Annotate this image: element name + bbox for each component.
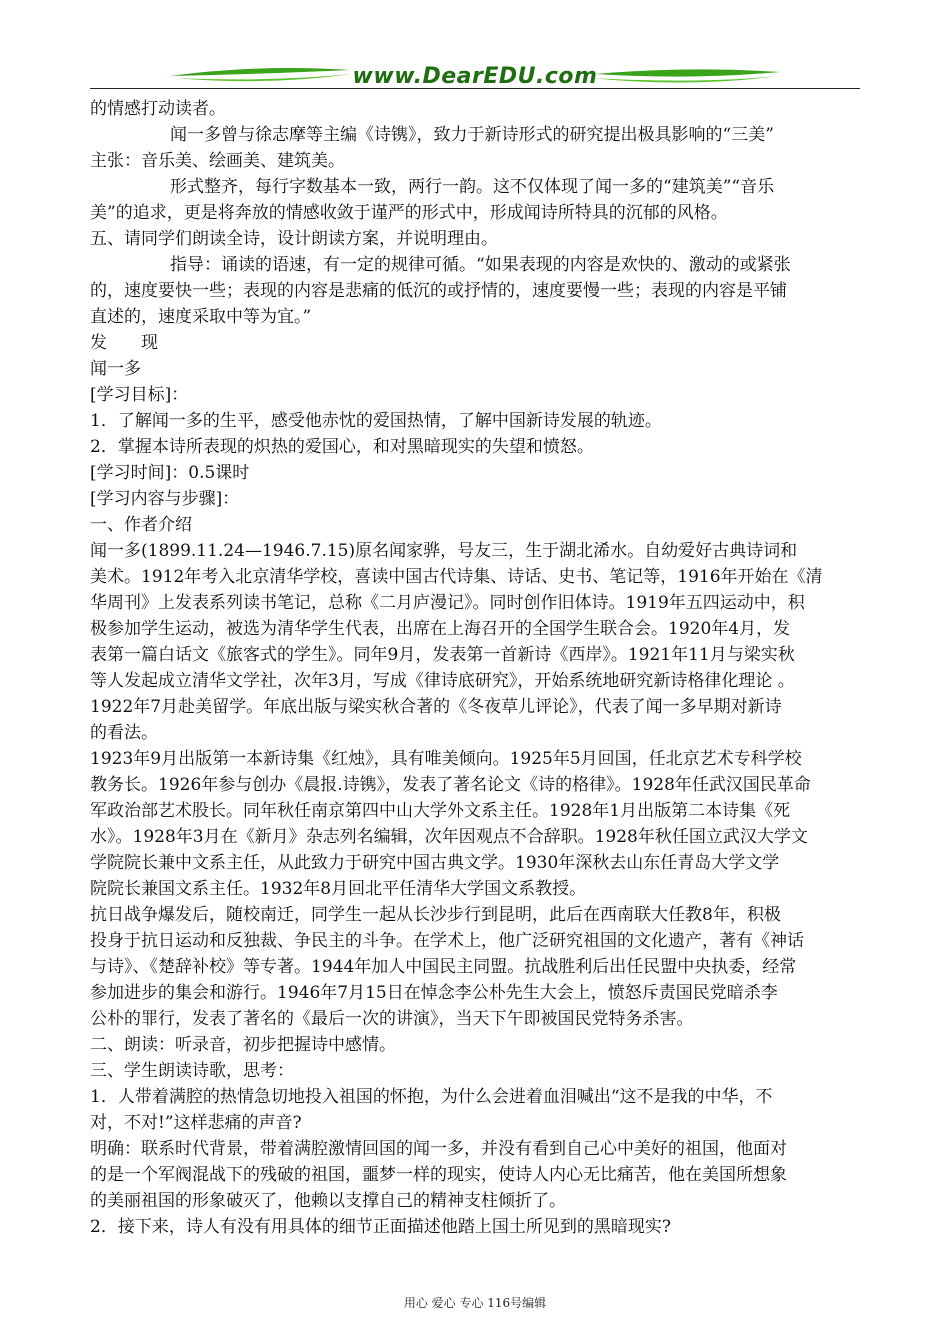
text-line: 主张：音乐美、绘画美、建筑美。	[90, 151, 345, 171]
text-line: 1922年7月赴美留学。年底出版与梁实秋合著的《冬夜草儿评论》，代表了闻一多早期对新诗	[90, 697, 782, 717]
text-line: [学习内容与步骤]：	[90, 489, 240, 509]
text-line: 2．掌握本诗所表现的炽热的爱国心，和对黑暗现实的失望和愤怒。	[90, 437, 594, 457]
text-line: 华周刊》上发表系列读书笔记，总称《二月庐漫记》。同时创作旧体诗。1919年五四运动中，积	[90, 593, 805, 613]
text-line: 的看法。	[90, 723, 158, 743]
text-line: 等人发起成立清华文学社，次年3月，写成《律诗底研究》，开始系统地研究新诗格律化理论 。	[90, 671, 795, 691]
text-line: 1923年9月出版第一本新诗集《红烛》，具有唯美倾向。1925年5月回国，任北京艺术专科学校	[90, 749, 802, 769]
text-line: 指导：诵读的语速，有一定的规律可循。“如果表现的内容是欢快的、激动的或紧张	[170, 255, 791, 275]
text-line: 对，不对!”这样悲痛的声音?	[90, 1113, 302, 1133]
text-line: 学院院长兼中文系主任，从此致力于研究中国古典文学。1930年深秋去山东任青岛大学文学	[90, 853, 780, 873]
text-line: 极参加学生运动，被选为清华学生代表，出席在上海召开的全国学生联合会。1920年4月，发	[90, 619, 791, 639]
text-line: 军政治部艺术股长。同年秋任南京第四中山大学外文系主任。1928年1月出版第二本诗集《死	[90, 801, 791, 821]
text-line: 的是一个军阀混战下的残破的祖国，噩梦一样的现实，使诗人内心无比痛苦，他在美国所想象	[90, 1165, 787, 1185]
text-line: 明确：联系时代背景，带着满腔激情回国的闻一多，并没有看到自己心中美好的祖国，他面对	[90, 1139, 787, 1159]
text-line: 美术。1912年考入北京清华学校，喜读中国古代诗集、诗话、史书、笔记等，1916年开始在《清	[90, 567, 823, 587]
text-line: 三、学生朗读诗歌，思考：	[90, 1061, 294, 1081]
text-line: 抗日战争爆发后，随校南迁，同学生一起从长沙步行到昆明，此后在西南联大任教8年，积极	[90, 905, 781, 925]
text-line: 二、朗读：听录音，初步把握诗中感情。	[90, 1035, 396, 1055]
text-line: 五、请同学们朗读全诗，设计朗读方案，并说明理由。	[90, 229, 498, 249]
site-brand: www.DearEDU.com	[352, 64, 598, 89]
text-line: 与诗》、《楚辞补校》等专著。1944年加人中国民主同盟。抗战胜利后出任民盟中央执委，经常	[90, 957, 797, 977]
text-line: 参加进步的集会和游行。1946年7月15日在悼念李公朴先生大会上，愤怒斥责国民党暗杀李	[90, 983, 778, 1003]
text-line: 公朴的罪行，发表了著名的《最后一次的讲演》，当天下午即被国民党特务杀害。	[90, 1009, 694, 1029]
text-line: 1．了解闻一多的生平，感受他赤忱的爱国热情，了解中国新诗发展的轨迹。	[90, 411, 662, 431]
text-line: 的美丽祖国的形象破灭了，他赖以支撑自己的精神支柱倾折了。	[90, 1191, 566, 1211]
page-footer: 用心 爱心 专心 116号编辑	[403, 1296, 547, 1310]
text-line: 投身于抗日运动和反独裁、争民主的斗争。在学术上，他广泛研究祖国的文化遗产，著有《神话	[90, 931, 804, 951]
header-rule	[90, 88, 860, 89]
text-line: 一、作者介绍	[90, 515, 192, 535]
text-line: 表第一篇白话文《旅客式的学生》。同年9月，发表第一首新诗《西岸》。1921年11月与梁实秋	[90, 645, 795, 665]
text-line: [学习时间]：0.5课时	[90, 463, 250, 483]
text-line: 形式整齐，每行字数基本一致，两行一韵。这不仅体现了闻一多的“建筑美”“音乐	[170, 177, 775, 197]
text-line: 直述的，速度采取中等为宜。”	[90, 307, 312, 327]
text-line: 的情感打动读者。	[90, 99, 226, 119]
text-line: 闻一多曾与徐志摩等主编《诗镌》，致力于新诗形式的研究提出极具影响的“三美”	[170, 125, 774, 145]
text-line: 水》。1928年3月在《新月》杂志列名编辑，次年因观点不合辞职。1928年秋任国立武汉大学文	[90, 827, 808, 847]
text-line: 闻一多(1899.11.24—1946.7.15)原名闻家骅，号友三，生于湖北浠水。自幼爱好古典诗词和	[90, 541, 798, 561]
text-line: 发 现	[90, 333, 158, 353]
text-line: 2．接下来，诗人有没有用具体的细节正面描述他踏上国土所见到的黑暗现实?	[90, 1217, 671, 1237]
text-line: 闻一多	[90, 359, 141, 379]
text-line: 1．人带着满腔的热情急切地投入祖国的怀抱，为什么会进着血泪喊出“这不是我的中华，不	[90, 1087, 773, 1107]
text-line: 院院长兼国文系主任。1932年8月回北平任清华大学国文系教授。	[90, 879, 587, 899]
document-body	[90, 96, 870, 1240]
text-line: 美”的追求，更是将奔放的情感收敛于谨严的形式中，形成闻诗所特具的沉郁的风格。	[90, 203, 728, 223]
text-line: 教务长。1926年参与创办《晨报.诗镌》，发表了著名论文《诗的格律》。1928年任武汉国民革命	[90, 775, 811, 795]
text-line: 的，速度要快一些；表现的内容是悲痛的低沉的或抒情的，速度要慢一些；表现的内容是平铺	[90, 281, 787, 301]
text-line: [学习目标]：	[90, 385, 189, 405]
